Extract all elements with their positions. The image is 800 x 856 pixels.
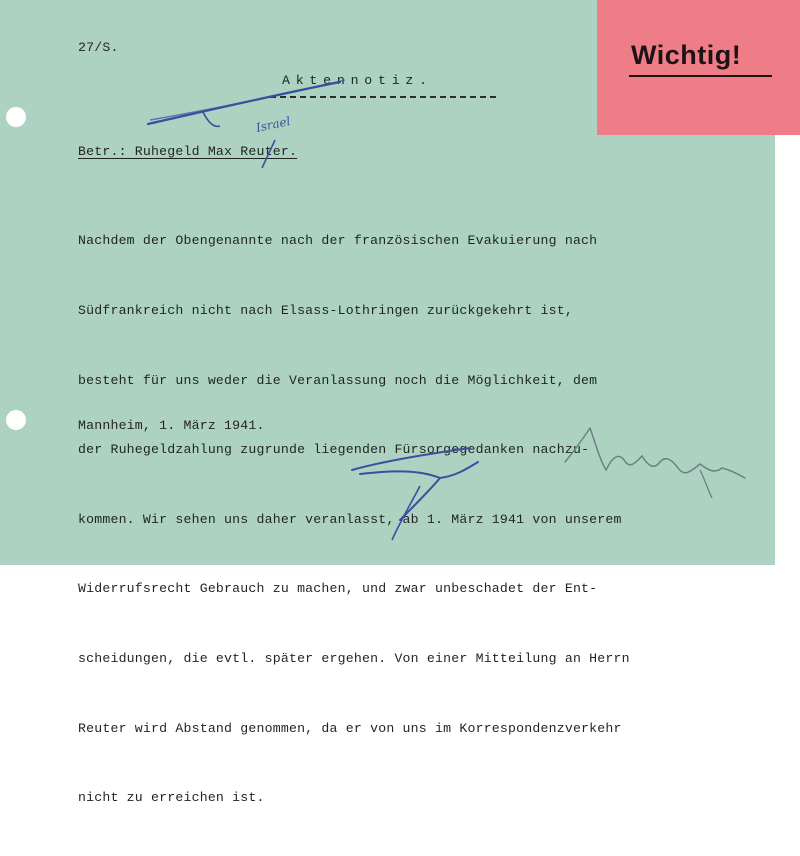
body-line: der Ruhegeldzahlung zugrunde liegenden Fürsorgegedanken nachzu- xyxy=(78,442,590,458)
body-line: scheidungen, die evtl. später ergehen. Von einer Mitteilung an Herrn xyxy=(78,651,630,667)
body-line: nicht zu erreichen ist. xyxy=(78,790,265,806)
body-line: Nachdem der Obengenannte nach der französischen Evakuierung nach xyxy=(78,233,598,249)
body-line: Widerrufsrecht Gebrauch zu machen, und zwar unbeschadet der Ent- xyxy=(78,581,598,597)
pencil-signature-tail xyxy=(700,470,712,498)
file-reference: 27/S. xyxy=(78,40,119,55)
memo-body xyxy=(78,183,630,856)
sticker-label: Wichtig! xyxy=(631,40,742,70)
body-line: kommen. Wir sehen uns daher veranlasst, ab 1. März 1941 von unserem xyxy=(78,511,622,527)
body-line: Südfrankreich nicht nach Elsass-Lothringen zurückgekehrt ist, xyxy=(78,303,573,319)
subject-line: Betr.: Ruhegeld Max Reuter. xyxy=(78,144,298,159)
blue-strike-stroke xyxy=(148,82,340,124)
title-underline xyxy=(270,96,496,98)
memo-title: Aktennotiz. xyxy=(282,73,433,88)
body-line: besteht für uns weder die Veranlassung noch die Möglichkeit, dem xyxy=(78,372,598,388)
place-and-date: Mannheim, 1. März 1941. xyxy=(78,418,265,433)
blue-hook-stroke xyxy=(203,112,220,126)
punch-hole-top xyxy=(6,107,26,127)
important-sticker xyxy=(597,0,800,135)
body-line: Reuter wird Abstand genommen, da er von uns im Korrespondenzverkehr xyxy=(78,720,622,736)
sticker-underline xyxy=(629,75,772,77)
handwritten-note: Israel xyxy=(254,114,292,135)
punch-hole-bottom xyxy=(6,410,26,430)
